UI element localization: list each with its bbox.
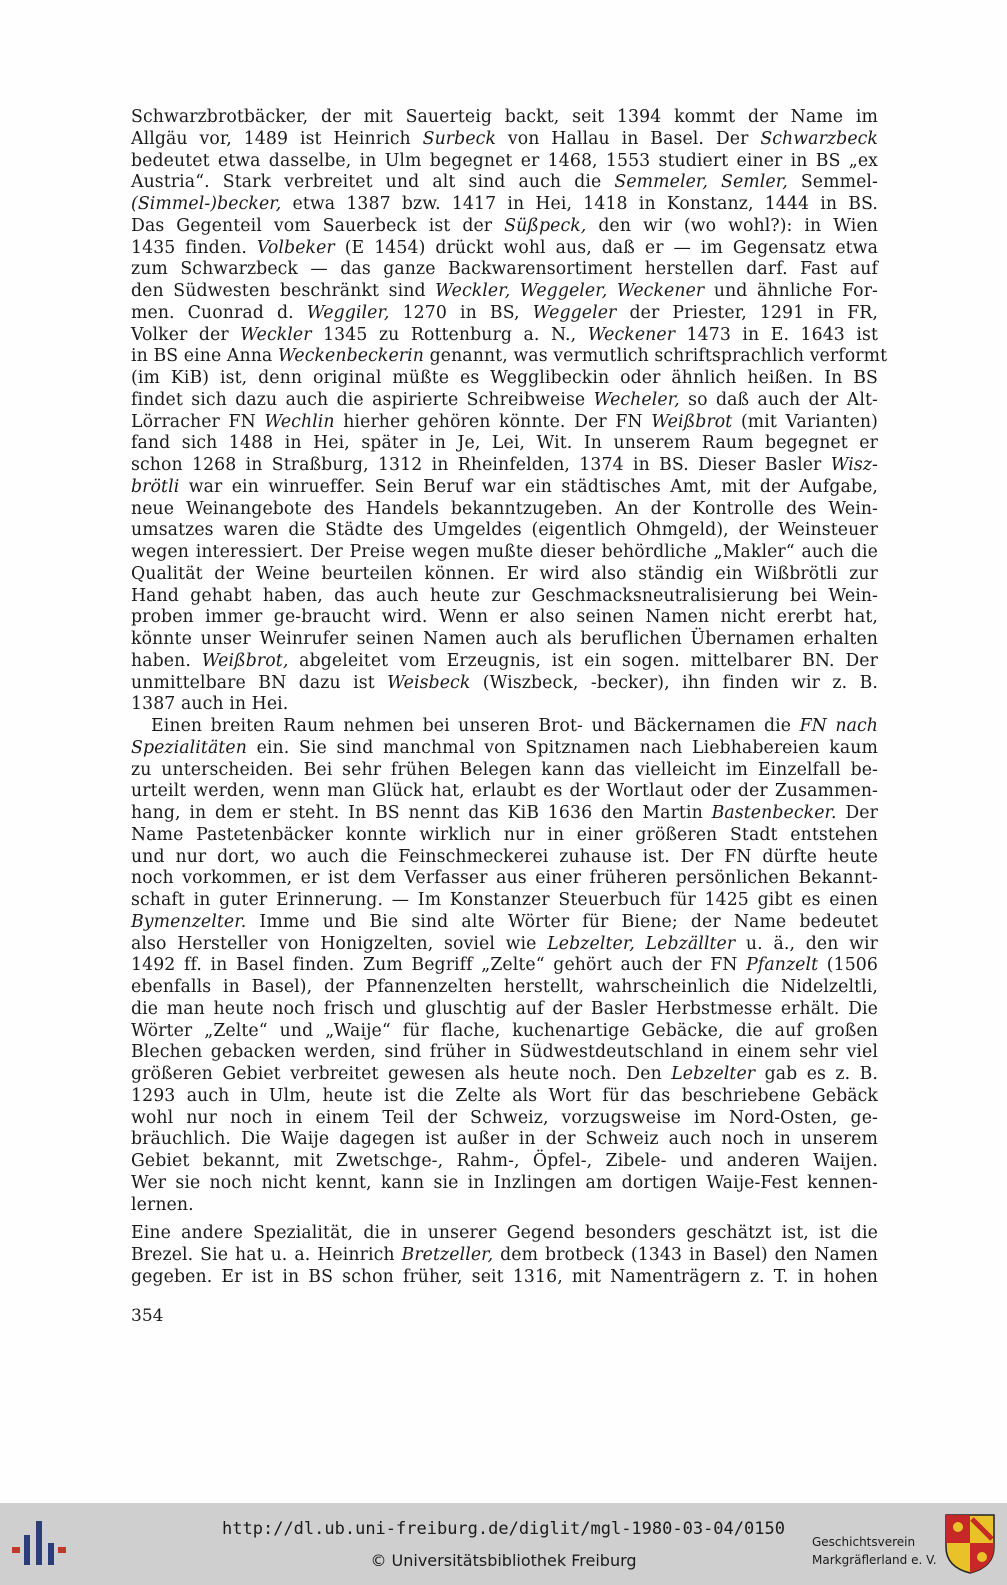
text-line: Name Pastetenbäcker konnte wirklich nur in einer größeren Stadt entstehen: [131, 824, 878, 845]
text-line: (Simmel-)becker, etwa 1387 bzw. 1417 in Hei, 1418 in Konstanz, 1444 in BS.: [131, 194, 878, 214]
page-number: 354: [131, 1306, 164, 1326]
text-line: findet sich dazu auch die aspirierte Schreibweise Wecheler, so daß auch der Alt-: [131, 389, 878, 410]
text-line: 1293 auch in Ulm, heute ist die Zelte als Wort für das beschriebene Gebäck: [131, 1085, 878, 1106]
text-line: schaft in guter Erinnerung. — Im Konstanzer Steuerbuch für 1425 gibt es einen: [131, 890, 878, 910]
text-line: 1387 auch in Hei.: [131, 694, 289, 715]
text-line: men. Cuonrad d. Weggiler, 1270 in BS, Weggeler der Priester, 1291 in FR,: [131, 302, 878, 323]
text-line: größeren Gebiet verbreitet gewesen als heute noch. Den Lebzelter gab es z. B.: [131, 1064, 878, 1084]
text-line: Volker der Weckler 1345 zu Rottenburg a. N., Weckener 1473 in E. 1643 ist: [131, 324, 878, 345]
text-line: Qualität der Weine beurteilen können. Er wird also ständig ein Wißbrötli zur: [131, 563, 878, 584]
text-line: den Südwesten beschränkt sind Weckler, Weggeler, Weckener und ähnliche For-: [131, 281, 878, 301]
text-line: 1435 finden. Volbeker (E 1454) drückt wohl aus, daß er — im Gegensatz etwa: [131, 237, 878, 258]
text-line: ebenfalls in Basel), der Pfannenzelten herstellt, wahrscheinlich die Nidelzeltli,: [131, 977, 878, 997]
text-line: wegen interessiert. Der Preise wegen mußte dieser behördliche „Makler“ auch die: [131, 542, 878, 562]
text-line: fand sich 1488 in Hei, später in Je, Lei, Wit. In unserem Raum begegnet er: [131, 433, 878, 454]
text-line: Wörter „Zelte“ und „Waije“ für flache, kuchenartige Gebäcke, die auf großen: [131, 1020, 878, 1041]
text-line: Das Gegenteil vom Sauerbeck ist der Süßpeck, den wir (wo wohl?): in Wien: [131, 215, 878, 236]
text-line: umsatzes waren die Städte des Umgeldes (eigentlich Ohmgeld), der Weinsteuer: [131, 520, 878, 541]
text-line: und nur dort, wo auch die Feinschmeckerei zuhause ist. Der FN dürfte heute: [131, 846, 878, 867]
text-line: bedeutet etwa dasselbe, in Ulm begegnet er 1468, 1553 studiert einer in BS „ex: [131, 150, 878, 171]
society-line-1: Geschichtsverein: [812, 1535, 916, 1549]
text-line: könnte unser Weinrufer seinen Namen auch als beruflichen Übernamen erhalten: [131, 629, 878, 649]
text-line: also Hersteller von Honigzelten, soviel wie Lebzelter, Lebzällter u. ä., den wir: [131, 933, 879, 954]
text-line: zu unterscheiden. Bei sehr frühen Belegen kann das vielleicht im Einzelfall be-: [131, 759, 878, 780]
text-line: neue Weinangebote des Handels bekanntzugeben. An der Kontrolle des Wein-: [131, 498, 878, 519]
footer-copyright: © Universitätsbibliothek Freiburg: [370, 1551, 637, 1570]
text-line: Lörracher FN Wechlin hierher gehören könnte. Der FN Weißbrot (mit Varianten): [131, 411, 878, 432]
text-line: Eine andere Spezialität, die in unserer Gegend besonders geschätzt ist, ist die: [131, 1223, 878, 1244]
text-line: Einen breiten Raum nehmen bei unseren Brot- und Bäckernamen die FN nach: [151, 716, 878, 736]
text-line: proben immer ge-braucht wird. Wenn er also seinen Namen nicht ererbt hat,: [131, 607, 878, 628]
text-line: Allgäu vor, 1489 ist Heinrich Surbeck von Hallau in Basel. Der Schwarzbeck: [131, 128, 878, 149]
text-line: in BS eine Anna Weckenbeckerin genannt, was vermutlich schriftsprachlich verformt: [131, 346, 888, 367]
body-text: [131, 107, 888, 1289]
paragraph-gap: [131, 1216, 878, 1223]
text-line: zum Schwarzbeck — das ganze Backwarensortiment herstellen darf. Fast auf: [131, 259, 878, 280]
text-line: lernen.: [131, 1194, 194, 1215]
footer-bar: [0, 1503, 1007, 1585]
text-line: brötli war ein winrueffer. Sein Beruf war ein städtisches Amt, mit der Aufgabe,: [131, 476, 878, 497]
text-line: (im KiB) ist, denn original müßte es Wegglibeckin oder ähnlich heißen. In BS: [131, 368, 878, 388]
text-line: Schwarzbrotbäcker, der mit Sauerteig backt, seit 1394 kommt der Name im: [131, 107, 878, 127]
text-line: Brezel. Sie hat u. a. Heinrich Bretzeller, dem brotbeck (1343 in Basel) den Namen: [131, 1245, 878, 1265]
text-line: noch vorkommen, er ist dem Verfasser aus einer früheren persönlichen Bekannt-: [131, 868, 878, 889]
text-line: wohl nur noch in einem Teil der Schweiz, vorzugsweise im Nord-Osten, ge-: [131, 1107, 878, 1128]
text-line: gegeben. Er ist in BS schon früher, seit 1316, mit Namenträgern z. T. in hohen: [131, 1266, 878, 1287]
text-line: urteilt werden, wenn man Glück hat, erlaubt es der Wortlaut oder der Zusammen-: [131, 781, 878, 802]
text-line: Austria“. Stark verbreitet und alt sind auch die Semmeler, Semler, Semmel-: [131, 172, 879, 193]
text-line: 1492 ff. in Basel finden. Zum Begriff „Zelte“ gehört auch der FN Pfanzelt (1506: [131, 955, 878, 976]
text-line: Hand gehabt haben, das auch heute zur Geschmacksneutralisierung bei Wein-: [131, 585, 878, 606]
society-name: [812, 1533, 937, 1569]
text-line: Gebiet bekannt, mit Zwetschge-, Rahm-, Öpfel-, Zibele- und anderen Waijen.: [131, 1151, 878, 1171]
text-line: hang, in dem er steht. In BS nennt das KiB 1636 den Martin Bastenbecker. Der: [131, 803, 878, 823]
text-line: bräuchlich. Die Waije dagegen ist außer in der Schweiz auch noch in unserem: [131, 1129, 878, 1150]
text-line: Wer sie noch nicht kennt, kann sie in Inzlingen am dortigen Waije-Fest kennen-: [131, 1172, 878, 1193]
text-line: schon 1268 in Straßburg, 1312 in Rheinfelden, 1374 in BS. Dieser Basler Wisz-: [131, 455, 878, 475]
text-line: Spezialitäten ein. Sie sind manchmal von Spitznamen nach Liebhabereien kaum: [131, 737, 878, 758]
society-line-2: Markgräflerland e. V.: [812, 1553, 937, 1567]
footer-url[interactable]: http://dl.ub.uni-freiburg.de/diglit/mgl-1980-03-04/0150: [222, 1519, 785, 1539]
text-line: Bymenzelter. Imme und Bie sind alte Wörter für Biene; der Name bedeutet: [131, 911, 878, 932]
text-line: haben. Weißbrot, abgeleitet vom Erzeugnis, ist ein sogen. mittelbarer BN. Der: [131, 650, 878, 671]
coat-of-arms-icon: [944, 1513, 996, 1575]
text-line: Blechen gebacken werden, sind früher in Südwestdeutschland in einem sehr viel: [131, 1042, 878, 1063]
text-line: die man heute noch frisch und gluschtig auf der Basler Herbstmesse erhält. Die: [131, 998, 878, 1019]
text-line: unmittelbare BN dazu ist Weisbeck (Wiszbeck, -becker), ihn finden wir z. B.: [131, 672, 879, 693]
